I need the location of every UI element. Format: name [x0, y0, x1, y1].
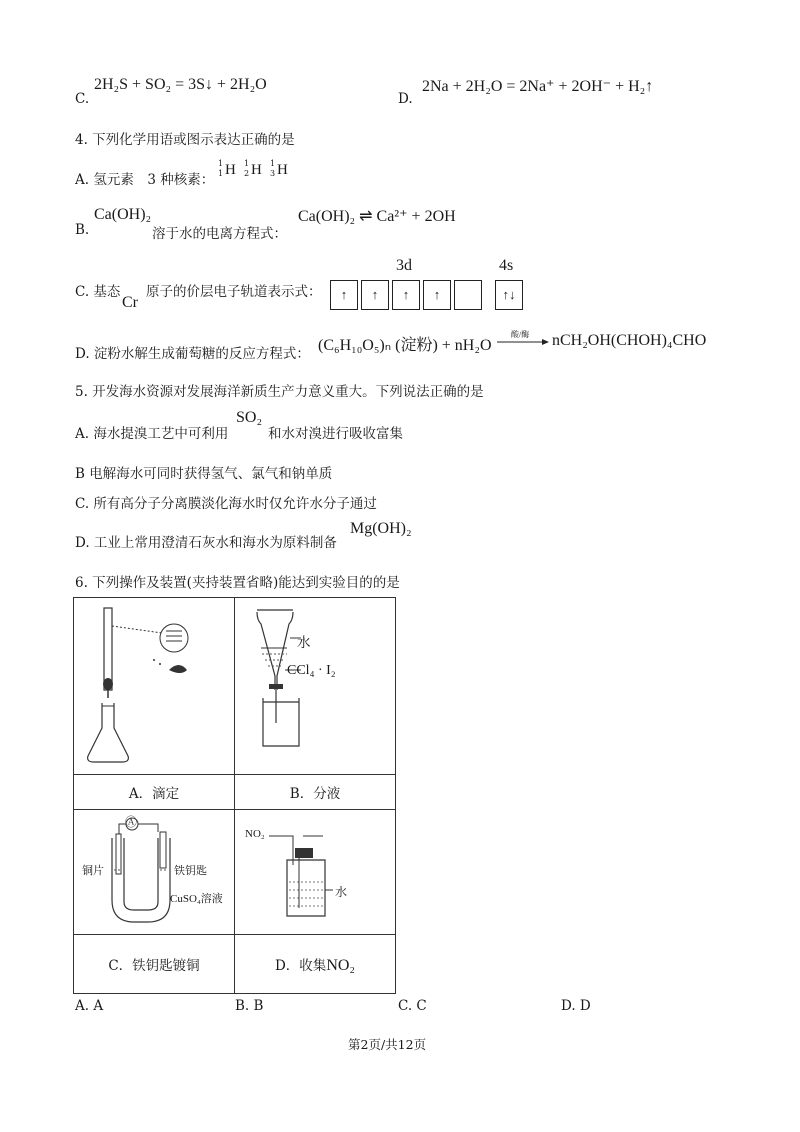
- q4-option-d-product: nCH₂OH(CHOH)₄CHO: [552, 332, 707, 349]
- q6-answer-d: D. D: [561, 998, 591, 1014]
- apparatus-c-copper-label: 铜片: [82, 864, 104, 877]
- apparatus-d-caption-text: D．收集: [274, 957, 327, 974]
- q5-option-c: C. 所有高分子分离膜淡化海水时仅允许水分子通过: [75, 496, 377, 512]
- apparatus-d-caption: [235, 935, 396, 994]
- apparatus-a-caption: A．滴定: [74, 775, 235, 810]
- apparatus-c-solution-label: CuSO₄溶液: [170, 893, 223, 905]
- apparatus-d-cell: [235, 810, 396, 935]
- q4-option-a: A. 氢元素 3 种核素：: [75, 172, 215, 188]
- apparatus-b-layer-label: CCl₄ · I₂: [287, 663, 336, 678]
- orbital-3d-boxes: [330, 280, 490, 310]
- apparatus-c-caption: C．铁钥匙镀铜: [74, 935, 235, 994]
- apparatus-b-caption: B．分液: [235, 775, 396, 810]
- q4-stem: 4. 下列化学用语或图示表达正确的是: [75, 132, 295, 148]
- q3-option-c-label: C.: [75, 91, 90, 107]
- q4-option-d-reactant: (C₆H₁₀O₅)ₙ (淀粉) + nH₂O: [318, 337, 492, 354]
- q5-option-d-prefix: D. 工业上常用澄清石灰水和海水为原料制备: [75, 535, 337, 551]
- q4-option-c-text: 原子的价层电子轨道表示式：: [146, 284, 322, 300]
- q4-option-c-label: C. 基态: [75, 284, 121, 300]
- apparatus-b-water-label: 水: [297, 635, 311, 651]
- apparatus-d-caption-formula: NO₂: [326, 956, 355, 974]
- q4-option-a-nuclides: 1 1 H 1 2 H 1 3 H: [218, 159, 288, 178]
- q5-option-b: B 电解海水可同时获得氢气、氯气和钠单质: [75, 466, 333, 482]
- reaction-condition: 酸/酶: [511, 330, 530, 339]
- orbital-4s-label: 4s: [499, 257, 514, 274]
- apparatus-c-key-label: 铁钥匙: [174, 864, 207, 877]
- orbital-box-3d-1: ↑: [330, 280, 358, 310]
- q3-option-d-label: D.: [398, 91, 413, 107]
- q3-option-c-equation: 2H₂S + SO₂ = 3S↓ + 2H₂O: [94, 76, 267, 93]
- apparatus-table: [73, 597, 396, 994]
- q6-answer-c: C. C: [398, 998, 427, 1014]
- q6-stem: 6. 下列操作及装置(夹持装置省略)能达到实验目的的是: [75, 575, 400, 591]
- apparatus-c-cell: [74, 810, 235, 935]
- q4-option-b-equation: Ca(OH)₂ ⇌ Ca²⁺ + 2OH: [298, 208, 456, 225]
- ammeter-icon: Ⓐ: [125, 815, 138, 829]
- orbital-4s-box-wrap: [495, 280, 525, 310]
- apparatus-d-gas-label: NO₂: [245, 828, 265, 840]
- orbital-box-3d-3: ↑: [392, 280, 420, 310]
- separatory-funnel-icon: [235, 598, 395, 770]
- q4-option-d-text: D. 淀粉水解生成葡萄糖的反应方程式：: [75, 346, 310, 362]
- q5-stem: 5. 开发海水资源对发展海洋新质生产力意义重大。下列说法正确的是: [75, 384, 484, 400]
- q5-option-a-formula: SO₂: [236, 409, 263, 426]
- orbital-box-4s: ↑↓: [495, 280, 523, 310]
- titration-apparatus-icon: [74, 598, 234, 770]
- q4-option-b-label: B.: [75, 222, 90, 238]
- orbital-box-3d-5: [454, 280, 482, 310]
- q3-option-d-equation: 2Na + 2H₂O = 2Na⁺ + 2OH⁻ + H₂↑: [422, 78, 654, 95]
- q5-option-a-prefix: A. 海水提溴工艺中可利用: [75, 426, 229, 442]
- q4-option-c-element: Cr: [122, 294, 138, 311]
- apparatus-d-water-label: 水: [335, 885, 348, 899]
- reaction-arrow: [497, 330, 549, 350]
- q4-option-b-text: 溶于水的电离方程式：: [152, 226, 287, 242]
- apparatus-b-cell: [235, 598, 396, 775]
- orbital-box-3d-4: ↑: [423, 280, 451, 310]
- q5-option-a-suffix: 和水对溴进行吸收富集: [268, 426, 403, 442]
- orbital-box-3d-2: ↑: [361, 280, 389, 310]
- q6-answer-b: B. B: [235, 998, 264, 1014]
- page-footer: 第2页/共12页: [348, 1037, 427, 1052]
- q6-answer-a: A. A: [75, 998, 104, 1014]
- q5-option-d-formula: Mg(OH)₂: [350, 520, 412, 537]
- apparatus-a-cell: [74, 598, 235, 775]
- orbital-3d-label: 3d: [396, 257, 412, 274]
- q4-option-b-formula: Ca(OH)₂: [94, 206, 152, 223]
